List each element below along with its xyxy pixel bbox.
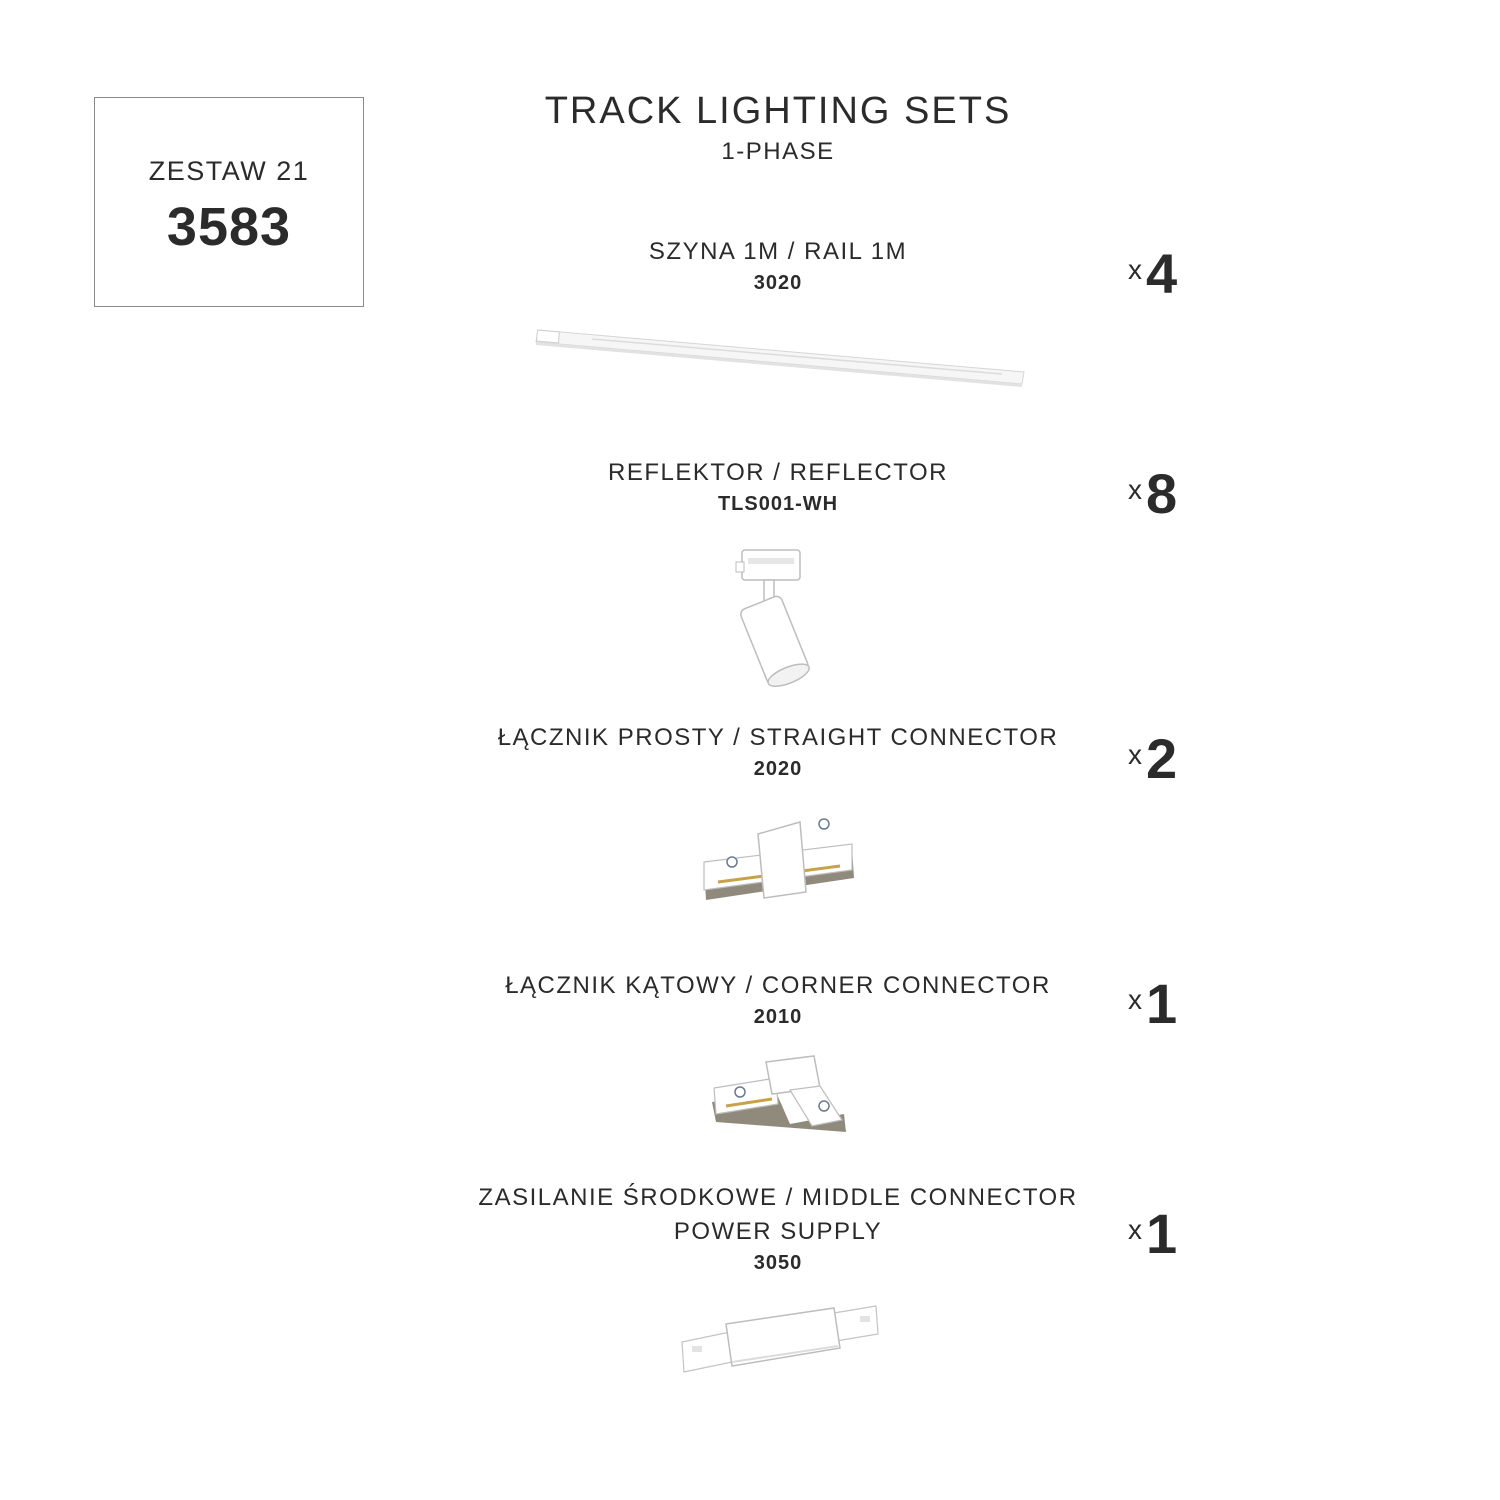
component-name-line2: POWER SUPPLY (673, 1218, 883, 1245)
set-number: 3583 (166, 197, 292, 257)
quantity-value: 1 (1146, 972, 1178, 1035)
component-quantity (1128, 727, 1178, 790)
component-quantity (1128, 1202, 1178, 1265)
component-name: ŁĄCZNIK KĄTOWY / CORNER CONNECTOR (505, 972, 1051, 999)
component-code: TLS001-WH (717, 493, 839, 515)
middle-power-supply-icon (678, 1300, 882, 1384)
corner-connector-icon (706, 1048, 854, 1136)
quantity-value: 8 (1146, 462, 1178, 525)
component-name: REFLEKTOR / REFLECTOR (607, 459, 948, 486)
quantity-value: 2 (1146, 727, 1178, 790)
component-name: ŁĄCZNIK PROSTY / STRAIGHT CONNECTOR (497, 724, 1059, 751)
set-label: ZESTAW 21 (148, 156, 310, 186)
quantity-prefix: x (1128, 474, 1142, 505)
quantity-prefix: x (1128, 254, 1142, 285)
quantity-value: 4 (1146, 242, 1178, 305)
straight-connector-icon (696, 808, 862, 914)
quantity-prefix: x (1128, 984, 1142, 1015)
component-code: 2020 (753, 758, 803, 780)
quantity-prefix: x (1128, 1214, 1142, 1245)
component-quantity (1128, 242, 1178, 305)
quantity-value: 1 (1146, 1202, 1178, 1265)
page-subtitle: 1-PHASE (721, 138, 835, 165)
track-spotlight-icon (712, 544, 832, 690)
component-name: SZYNA 1M / RAIL 1M (648, 238, 908, 265)
component-quantity (1128, 462, 1178, 525)
component-code: 3050 (753, 1252, 803, 1274)
component-code: 3020 (753, 272, 803, 294)
component-code: 2010 (753, 1006, 803, 1028)
track-rail-icon (532, 320, 1032, 392)
component-quantity (1128, 972, 1178, 1035)
page-title: TRACK LIGHTING SETS (544, 90, 1012, 132)
quantity-prefix: x (1128, 739, 1142, 770)
component-name: ZASILANIE ŚRODKOWE / MIDDLE CONNECTOR (478, 1184, 1078, 1211)
